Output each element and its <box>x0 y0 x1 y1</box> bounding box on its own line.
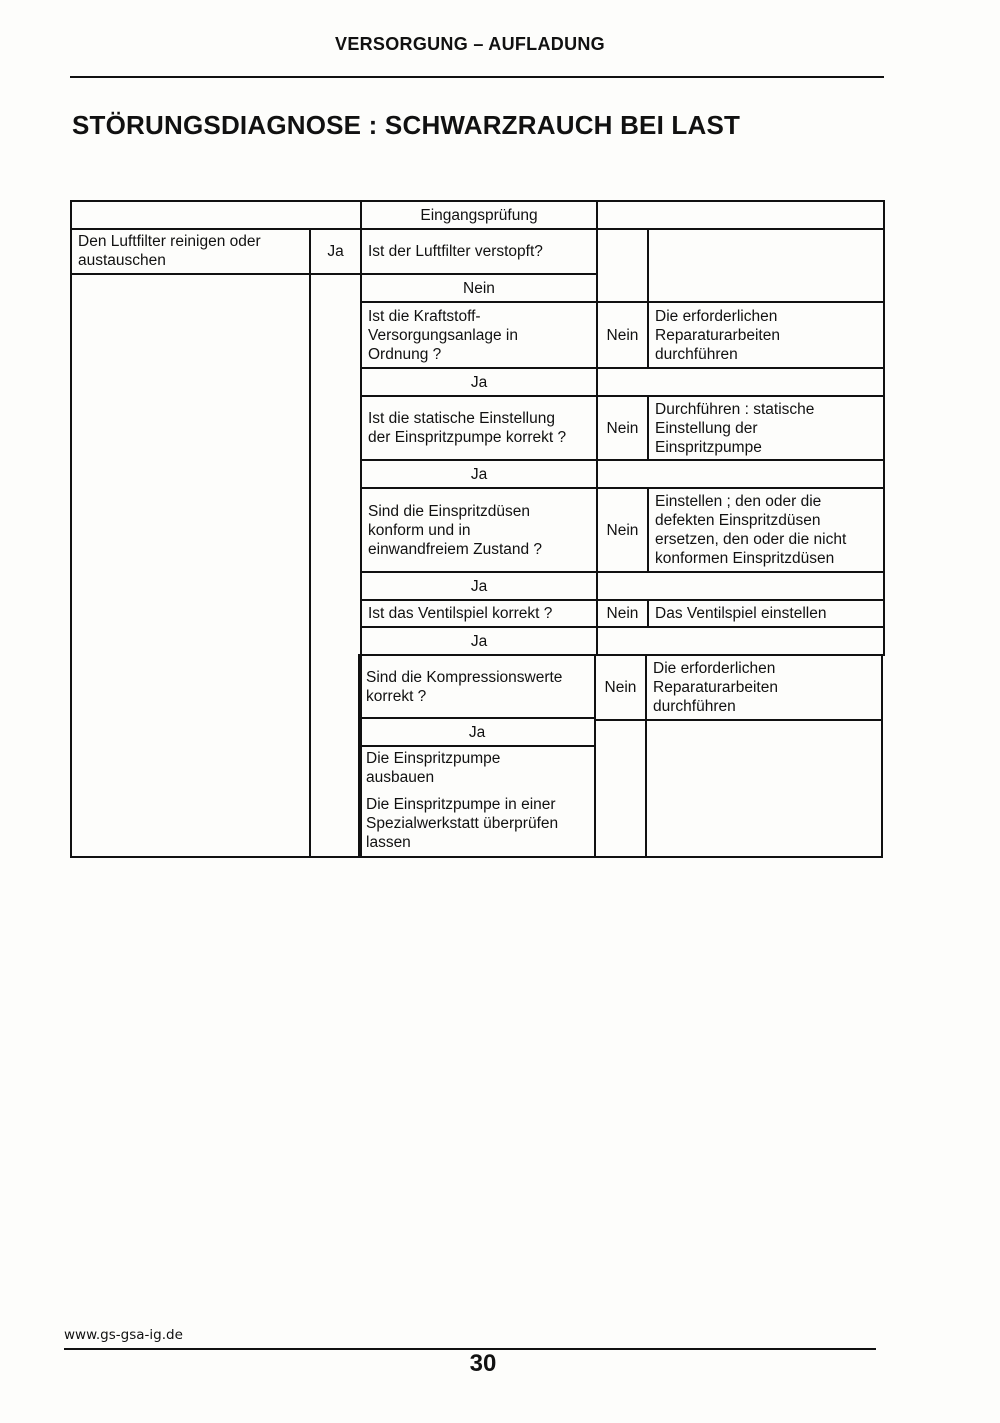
action-reparatur-1: Die erforderlichen Reparaturarbeiten durchführen <box>655 307 780 363</box>
action-duesen-ersetzen: Einstellen ; den oder die defekten Einspritzdüsen ersetzen, den oder die nicht konformen Einspritzdüsen <box>655 493 847 567</box>
page-title: STÖRUNGSDIAGNOSE : SCHWARZRAUCH BEI LAST <box>72 110 741 140</box>
answer-nein-kompression: Nein <box>604 679 637 696</box>
answer-nein-statisch: Nein <box>606 419 639 437</box>
answer-nein-ventil: Nein <box>606 605 639 622</box>
page-number: 30 <box>469 1350 497 1377</box>
left-action-luftfilter: Den Luftfilter reinigen oder austauschen <box>78 233 261 269</box>
action-reparatur-2: Die erforderlichen Reparaturarbeiten durchführen <box>653 660 778 715</box>
question-statische-einstellung: Ist die statische Einstellung der Einspritzpumpe korrekt ? <box>368 410 567 446</box>
final-step-werkstatt: Die Einspritzpumpe in einer Spezialwerkstatt überprüfen lassen <box>366 795 559 851</box>
footer-url: www.gs-gsa-ig.de <box>64 1327 183 1343</box>
answer-nein-kraftstoff: Nein <box>606 326 639 344</box>
answer-nein-duesen: Nein <box>606 521 639 539</box>
question-kraftstoff: Ist die Kraftstoff- Versorgungsanlage in Ordnung ? <box>368 307 518 363</box>
left-frame <box>70 200 362 858</box>
answer-nein-1: Nein <box>463 279 495 297</box>
answer-ja-4: Ja <box>470 577 488 595</box>
start-step: Eingangsprüfung <box>420 206 538 224</box>
header-rule <box>70 76 884 78</box>
question-einspritzduesen: Sind die Einspritzdüsen konform und in einwandfreiem Zustand ? <box>368 502 543 558</box>
answer-ja-6: Ja <box>468 723 486 741</box>
answer-ja-5: Ja <box>470 632 488 650</box>
action-statische-einstellung: Durchführen : statische Einstellung der Einspritzpumpe <box>655 400 815 456</box>
final-step-ausbauen: Die Einspritzpumpe ausbauen <box>366 750 501 786</box>
section-header: VERSORGUNG – AUFLADUNG <box>335 34 605 54</box>
answer-ja-3: Ja <box>470 465 488 483</box>
question-kompression: Sind die Kompressionswerte korrekt ? <box>366 668 563 705</box>
question-ventilspiel: Ist das Ventilspiel korrekt ? <box>368 605 553 622</box>
answer-ja-2: Ja <box>470 373 488 391</box>
question-luftfilter: Ist der Luftfilter verstopft? <box>368 243 543 260</box>
action-ventilspiel: Das Ventilspiel einstellen <box>655 605 827 622</box>
left-answer-ja: Ja <box>327 242 344 260</box>
